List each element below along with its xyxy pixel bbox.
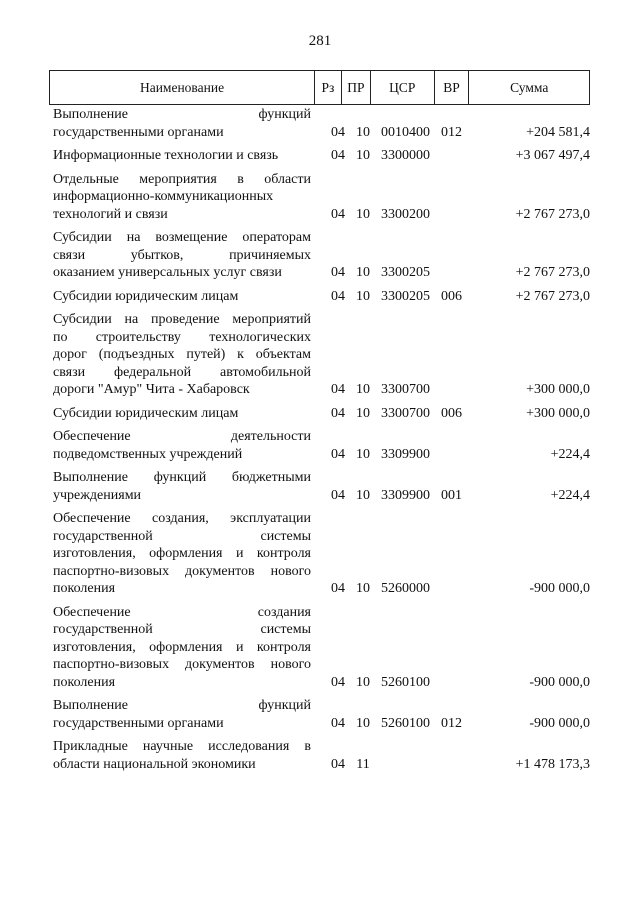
row-name-line: связи федеральной автомобильной xyxy=(53,364,311,380)
row-name-line: поколения xyxy=(53,674,116,690)
row-csr: 3300200 xyxy=(381,206,430,222)
row-pr: 10 xyxy=(356,405,370,421)
row-pr: 11 xyxy=(356,756,370,772)
row-rz: 04 xyxy=(331,756,345,772)
row-name-line: Отдельные мероприятия в области xyxy=(53,171,311,187)
table-row xyxy=(49,469,590,504)
row-name xyxy=(49,311,311,399)
row-sum: +2 767 273,0 xyxy=(515,206,590,222)
table-row xyxy=(49,311,590,399)
row-name-line: технологий и связи xyxy=(53,206,168,222)
row-name-line: поколения xyxy=(53,581,116,596)
row-csr: 3300700 xyxy=(381,405,430,421)
row-pr: 10 xyxy=(356,382,370,397)
row-name xyxy=(49,738,311,773)
row-name-line: подведомственных учреждений xyxy=(53,446,243,462)
row-name xyxy=(49,106,311,141)
row-name-line: государственными органами xyxy=(53,124,224,140)
row-sum: +1 478 173,3 xyxy=(515,756,590,772)
row-rz: 04 xyxy=(331,288,345,304)
header-pr: ПР xyxy=(341,71,370,104)
row-name-line: государственными органами xyxy=(53,715,224,731)
row-name-line: Субсидии юридическим лицам xyxy=(53,288,239,304)
row-pr: 10 xyxy=(356,288,370,304)
table-row xyxy=(49,510,590,598)
row-sum: +300 000,0 xyxy=(526,382,590,397)
row-name-line: дороги "Амур" Чита - Хабаровск xyxy=(53,382,250,397)
row-name-line: учреждениями xyxy=(53,487,142,503)
row-sum: -900 000,0 xyxy=(529,674,590,690)
row-name-line: оказанием универсальных услуг связи xyxy=(53,265,282,280)
row-name-line: по строительству технологических xyxy=(53,329,311,345)
header-vr: ВР xyxy=(434,71,469,104)
row-rz: 04 xyxy=(331,487,345,503)
row-rz: 04 xyxy=(331,581,345,596)
row-sum: -900 000,0 xyxy=(529,581,590,596)
row-csr: 3300205 xyxy=(381,265,430,280)
table-row xyxy=(49,738,590,773)
row-name-line: Прикладные научные исследования в xyxy=(53,739,311,754)
row-pr: 10 xyxy=(356,206,370,222)
row-vr: 006 xyxy=(441,405,462,421)
row-sum: +300 000,0 xyxy=(526,405,590,421)
row-name-line: государственной системы xyxy=(53,528,311,544)
row-vr: 012 xyxy=(441,715,462,731)
row-sum: +224,4 xyxy=(550,487,590,503)
row-name xyxy=(49,428,311,463)
table-row xyxy=(49,171,590,224)
row-csr: 3300000 xyxy=(381,148,430,163)
row-name-line: Выполнение функций xyxy=(53,698,311,713)
row-name-line: государственной системы xyxy=(53,622,311,637)
page-number: 281 xyxy=(308,33,332,49)
row-name-line: Выполнение функций xyxy=(53,107,311,122)
row-name-line: изготовления, оформления и контроля xyxy=(53,546,311,561)
row-pr: 10 xyxy=(356,715,370,731)
row-sum: +204 581,4 xyxy=(526,124,590,140)
row-name xyxy=(49,697,311,732)
row-csr: 3300700 xyxy=(381,382,430,397)
row-rz: 04 xyxy=(331,674,345,690)
row-name-line: Информационные технологии и связь xyxy=(53,148,279,163)
row-name-line: Обеспечение деятельности xyxy=(53,429,311,444)
row-name-line: связи убытков, причиняемых xyxy=(53,247,311,263)
row-sum: +3 067 497,4 xyxy=(515,148,590,163)
row-rz: 04 xyxy=(331,124,345,140)
row-name xyxy=(49,171,311,224)
row-name-line: дорог (подъездных путей) к объектам xyxy=(53,347,311,362)
row-name xyxy=(49,405,311,423)
row-pr: 10 xyxy=(356,124,370,140)
row-csr: 5260100 xyxy=(381,715,430,731)
row-sum: -900 000,0 xyxy=(529,715,590,731)
row-name-line: области национальной экономики xyxy=(53,756,256,772)
row-name-line: Обеспечение создания xyxy=(53,604,311,620)
row-name-line: Субсидии на проведение мероприятий xyxy=(53,312,311,327)
row-name xyxy=(49,147,311,165)
row-rz: 04 xyxy=(331,265,345,280)
row-rz: 04 xyxy=(331,715,345,731)
table-body xyxy=(49,106,590,779)
row-name-line: паспортно-визовых документов нового xyxy=(53,563,311,579)
header-csr: ЦСР xyxy=(370,71,434,104)
table-row xyxy=(49,604,590,692)
row-name xyxy=(49,469,311,504)
row-csr: 5260000 xyxy=(381,581,430,596)
row-sum: +2 767 273,0 xyxy=(515,288,590,304)
row-pr: 10 xyxy=(356,265,370,280)
row-rz: 04 xyxy=(331,405,345,421)
row-name-line: Обеспечение создания, эксплуатации xyxy=(53,511,311,526)
row-csr: 5260100 xyxy=(381,674,430,690)
row-name xyxy=(49,604,311,692)
table-row xyxy=(49,428,590,463)
row-csr: 3309900 xyxy=(381,446,430,462)
row-pr: 10 xyxy=(356,446,370,462)
row-name xyxy=(49,229,311,282)
row-rz: 04 xyxy=(331,148,345,163)
table-header xyxy=(49,70,590,105)
row-name-line: изготовления, оформления и контроля xyxy=(53,639,311,655)
row-name-line: паспортно-визовых документов нового xyxy=(53,657,311,672)
table-row xyxy=(49,288,590,306)
row-pr: 10 xyxy=(356,148,370,163)
table-row xyxy=(49,405,590,423)
row-csr: 3309900 xyxy=(381,487,430,503)
row-name-line: Выполнение функций бюджетными xyxy=(53,470,311,485)
row-rz: 04 xyxy=(331,206,345,222)
row-sum: +2 767 273,0 xyxy=(515,265,590,280)
row-name-line: Субсидии на возмещение операторам xyxy=(53,230,311,245)
row-name-line: информационно-коммуникационных xyxy=(53,189,274,204)
table-row xyxy=(49,106,590,141)
row-rz: 04 xyxy=(331,382,345,397)
row-pr: 10 xyxy=(356,487,370,503)
row-name-line: Субсидии юридическим лицам xyxy=(53,405,239,421)
row-pr: 10 xyxy=(356,581,370,596)
row-vr: 006 xyxy=(441,288,462,304)
header-sum: Сумма xyxy=(468,71,589,104)
row-name xyxy=(49,510,311,598)
row-vr: 012 xyxy=(441,124,462,140)
row-vr: 001 xyxy=(441,487,462,503)
table-row xyxy=(49,697,590,732)
row-rz: 04 xyxy=(331,446,345,462)
table-row xyxy=(49,147,590,165)
row-sum: +224,4 xyxy=(550,446,590,462)
row-csr: 3300205 xyxy=(381,288,430,304)
header-rz: Рз xyxy=(314,71,341,104)
header-name: Наименование xyxy=(139,79,225,95)
table-row xyxy=(49,229,590,282)
row-pr: 10 xyxy=(356,674,370,690)
row-csr: 0010400 xyxy=(381,124,430,140)
row-name xyxy=(49,288,311,306)
